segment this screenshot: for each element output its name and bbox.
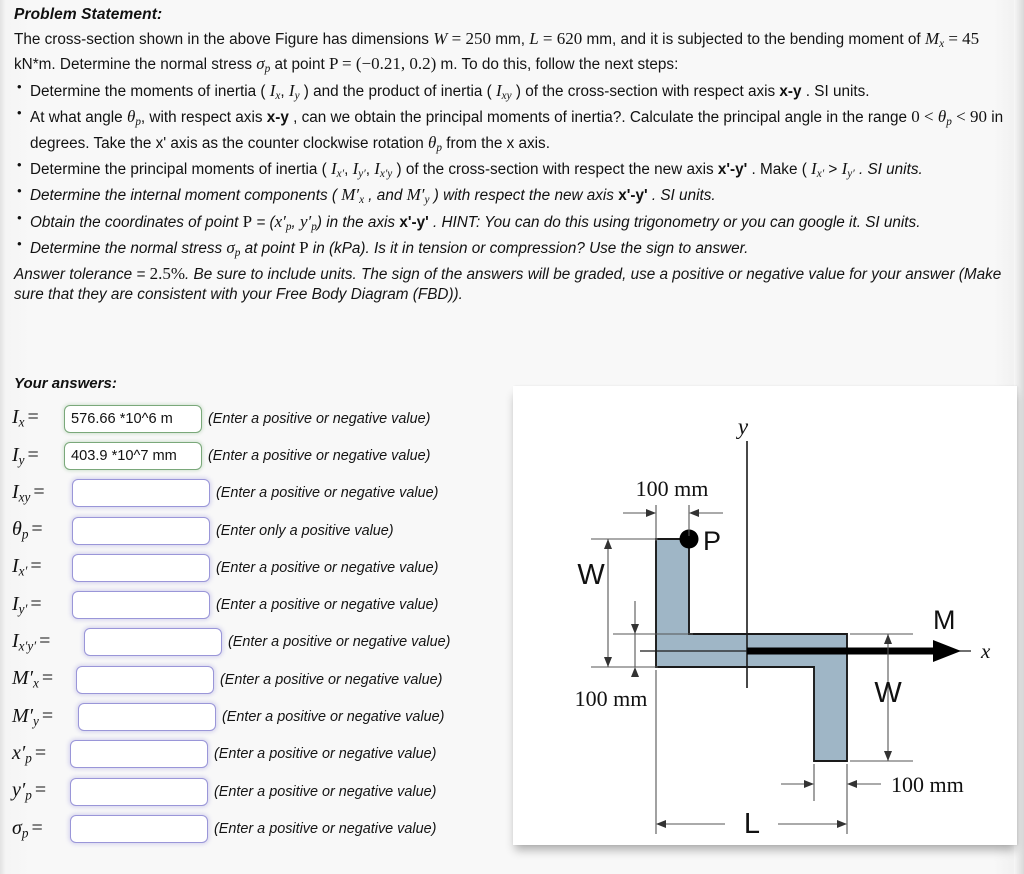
dim-arrow-L-left — [656, 820, 666, 828]
answer-input-Mxp[interactable] — [76, 666, 214, 694]
answer-row-Myp — [12, 698, 512, 735]
bullet-angle: • At what angle $\theta_p$, with respect axis x-y , can we obtain the principal moments of inertia?. Calculate the principal angle in the range $0 < \theta_p < 90$ in degrees. Take the x' axis as the counter clockwise rotation $\theta_p$ from the x axis. — [14, 105, 1014, 156]
answer-row-xp — [12, 736, 512, 773]
answer-row-Ixy — [12, 475, 512, 512]
dim-arrow-W-left-top — [604, 539, 612, 549]
moment-label-M: M — [933, 605, 956, 635]
answer-hint-Iyp: (Enter a positive or negative value) — [216, 597, 439, 614]
bullet-principal: • Determine the principal moments of inertia ( $I_{x'}$, $I_{y'}$, $I_{x'y}$ ) of the cross-section with respect the new axis x'-y' . Make ( $I_{x'} > I_{y'}$ . SI units. — [14, 157, 1014, 182]
answer-hint-Ixp: (Enter a positive or negative value) — [216, 559, 439, 576]
answer-input-Myp[interactable] — [78, 703, 216, 731]
problem-statement-title: Problem Statement: — [14, 6, 163, 23]
tolerance-post: . Be sure to include units. The sign of the answers will be graded, use a positive or negative value for your answer (Make sure that they are consistent with your Free Body Diagram (FBD)). — [14, 265, 1002, 304]
symbol-P: P — [328, 54, 338, 74]
problem-intro — [14, 27, 1014, 78]
answer-hint-xp: (Enter a positive or negative value) — [214, 746, 437, 763]
bullet-inertia: • Determine the moments of inertia ( $I_x$, $I_y$ ) and the product of inertia ( $I_{xy}$ ) of the cross-section with respect axis x-y . SI units. — [14, 79, 1014, 104]
dim-arrow-left-100-upper — [631, 624, 639, 634]
answer-hint-yp: (Enter a positive or negative value) — [214, 783, 437, 800]
dim-arrow-top-right — [689, 509, 699, 517]
page-left-edge — [0, 0, 6, 874]
answer-tolerance-note — [14, 262, 1014, 307]
answer-label-sigmap: $\sigma_p$ = — [12, 816, 43, 841]
answer-row-Iy — [12, 437, 512, 474]
answer-hint-Ixy: (Enter a positive or negative value) — [216, 485, 439, 502]
answer-row-yp — [12, 773, 512, 810]
problem-steps-list — [14, 79, 1014, 262]
cross-section-diagram — [513, 386, 1017, 845]
dimension-left-label: 100 mm — [574, 686, 648, 711]
intro-text-1: The cross-section shown in the above Figure has dimensions — [14, 31, 434, 48]
intro-text-3: m. To do this, follow the next steps: — [436, 56, 679, 74]
dimension-L-label: L — [743, 808, 761, 840]
unit-L: mm, and it is subjected to the bending — [582, 31, 845, 48]
tolerance-value: 2.5% — [149, 263, 186, 283]
label-W-right: W — [874, 677, 902, 709]
answer-input-Iyp[interactable] — [72, 591, 210, 619]
answer-row-thetap — [12, 512, 512, 549]
dim-arrow-left-100-lower — [631, 667, 639, 677]
answer-row-Iyp — [12, 586, 512, 623]
answer-label-yp: $y'_p$ = — [12, 779, 47, 803]
your-answers-heading: Your answers: — [14, 375, 117, 392]
answer-input-thetap[interactable] — [72, 517, 210, 545]
answer-input-Ix[interactable] — [64, 405, 202, 433]
unit-W: mm, — [490, 31, 530, 48]
bullet-coordinates: • Obtain the coordinates of point $P = (x'_p$, $y'_p$) in the axis x'-y' . HINT: You can do this using trigonometry or you can google it. SI units. — [14, 210, 1014, 235]
symbol-Mx: $M_x$ — [924, 29, 945, 51]
answer-label-Iy: $I_y$ = — [12, 443, 39, 468]
answer-label-Ixpyp: $I_{x'y'}$ = — [12, 630, 51, 654]
answer-label-thetap: $\theta_p$ = — [12, 518, 43, 542]
value-Mx: = 45 — [944, 29, 980, 48]
y-axis-label: y — [737, 414, 749, 439]
answer-input-Iy[interactable] — [64, 442, 202, 470]
answer-label-Ixy: $I_{xy}$ = — [12, 480, 45, 505]
tolerance-pre: Answer tolerance = — [14, 265, 150, 283]
answer-label-Ixp: $I_{x'}$ = — [12, 555, 42, 580]
answer-input-Ixp[interactable] — [72, 554, 210, 582]
dim-arrow-W-right-top — [884, 634, 892, 644]
answer-hint-sigmap: (Enter a positive or negative value) — [214, 820, 437, 837]
point-P-label: P — [703, 526, 722, 556]
dim-arrow-top-left — [646, 509, 656, 517]
answer-row-Mxp — [12, 661, 512, 698]
symbol-sigma-p: $\sigma_p$ — [256, 54, 271, 76]
answer-hint-Mxp: (Enter a positive or negative value) — [220, 671, 443, 688]
bullet-moment-components: • Determine the internal moment components ( $M'_x$ , and $M'_y$ ) with respect the new axis x'-y' . SI units. — [14, 183, 1014, 208]
answer-input-xp[interactable] — [70, 740, 208, 768]
answer-hint-Myp: (Enter a positive or negative value) — [222, 709, 445, 726]
answer-label-Iyp: $I_{y'}$ = — [12, 592, 42, 617]
answer-hint-thetap: (Enter only a positive value) — [216, 522, 394, 539]
answer-input-yp[interactable] — [70, 778, 208, 806]
answer-row-Ixp — [12, 549, 512, 586]
at-point-text: at point — [270, 56, 329, 74]
dim-arrow-W-right-bottom — [884, 751, 892, 761]
symbol-W: W — [433, 29, 448, 48]
intro-text-2: moment of — [848, 31, 925, 48]
answer-row-Ix — [12, 400, 512, 437]
value-W: = 250 — [447, 29, 491, 48]
cross-section-figure-panel — [513, 386, 1017, 845]
answer-input-Ixpyp[interactable] — [84, 628, 222, 656]
symbol-L: L — [529, 29, 539, 48]
answer-row-sigmap — [12, 810, 512, 847]
answer-hint-Ix: (Enter a positive or negative value) — [208, 410, 431, 427]
answer-hint-Iy: (Enter a positive or negative value) — [208, 447, 431, 464]
answer-input-sigmap[interactable] — [70, 815, 208, 843]
dimension-right-label: 100 mm — [891, 772, 964, 797]
bullet-normal-stress: • Determine the normal stress $\sigma_p$ at point P in (kPa). Is it in tension or compression? Use the sign to answer. — [14, 236, 1014, 261]
answer-label-Myp: $M'_y$ = — [12, 704, 54, 729]
answer-label-Mxp: $M'_x$ = — [12, 667, 54, 692]
answer-label-xp: $x'_p$ = — [12, 741, 47, 766]
problem-statement — [14, 6, 1014, 306]
answer-label-Ix: $I_x$ = — [12, 406, 39, 430]
dimension-top-label: 100 mm — [635, 476, 709, 501]
answer-row-Ixpyp — [12, 624, 512, 661]
unit-Mx: kN*m. Determine the normal stress — [14, 56, 257, 74]
dim-arrow-W-left-bottom — [604, 657, 612, 667]
dim-arrow-L-right — [837, 820, 847, 828]
x-axis-label: x — [981, 639, 991, 663]
dim-arrow-right-100-left — [804, 780, 814, 788]
answer-hint-Ixpyp: (Enter a positive or negative value) — [228, 634, 451, 651]
value-P: = (−0.21, 0.2) — [337, 54, 437, 74]
value-L: = 620 — [538, 29, 583, 48]
answer-input-Ixy[interactable] — [72, 479, 210, 507]
label-W-left: W — [577, 559, 605, 591]
answers-form — [12, 400, 512, 848]
dim-arrow-right-100-right — [847, 780, 857, 788]
